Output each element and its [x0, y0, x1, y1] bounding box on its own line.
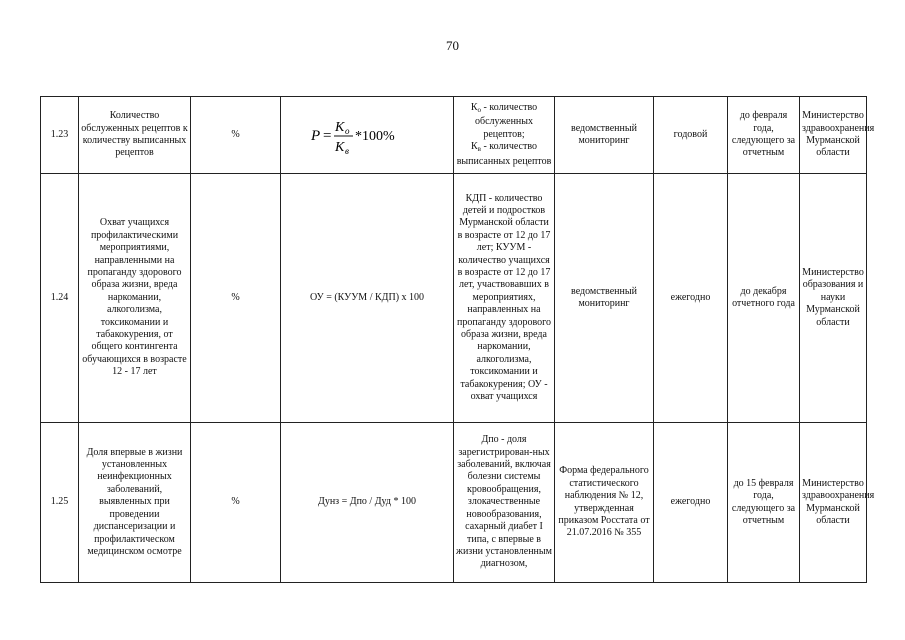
unit-cell: % [191, 174, 281, 423]
indicators-table [40, 96, 875, 583]
deadline: до 15 февраля года, следующего за отчетным [728, 423, 800, 583]
variables-description: КДП - количество детей и подростков Мурманской области в возрасте от 12 до 17 лет; КУУМ - количество учащихся в возрасте от 12 до 17 лет, участвовавших в мероприятиях, направленных на пропаганду здорового образа жизни, вреда наркомании, алкоголизма, токсикомании и табакокурения; ОУ - охват учащихся [454, 174, 555, 423]
unit-cell: % [191, 97, 281, 174]
page-number: 70 [446, 38, 459, 53]
table-row [41, 97, 867, 174]
formula-numerator: K [335, 120, 345, 135]
formula-image [307, 115, 427, 155]
data-source: ведомственный мониторинг [555, 97, 654, 174]
variables-description [454, 97, 555, 174]
data-source: Форма федерального статистического наблюдения № 12, утвержденная приказом Росстата от 21.07.2016 № 355 [555, 423, 654, 583]
responsible-body: Министерство здравоохранения Мурманской области [800, 423, 867, 583]
unit-cell: % [191, 423, 281, 583]
var-text: - количество выписанных рецептов [456, 141, 552, 167]
periodicity: ежегодно [654, 174, 728, 423]
row-number: 1.24 [41, 174, 79, 423]
indicator-name: Количество обслуженных рецептов к количеству выписанных рецептов [79, 97, 191, 174]
formula-denominator: K [335, 140, 345, 155]
deadline: до февраля года, следующего за отчетным [728, 97, 800, 174]
formula-cell [281, 97, 454, 174]
var-symbol: К [470, 101, 478, 113]
var-symbol: К [470, 141, 478, 153]
table-row [41, 174, 867, 423]
table-row [41, 423, 867, 583]
formula-cell: ОУ = (КУУМ / КДП) х 100 [281, 174, 454, 423]
formula-equals: = [323, 128, 332, 144]
deadline: до декабря отчетного года [728, 174, 800, 423]
var-subscript: о [477, 105, 482, 114]
data-source: ведомственный мониторинг [555, 174, 654, 423]
periodicity: ежегодно [654, 423, 728, 583]
indicator-name: Охват учащихся профилактическими мероприятиями, направленными на пропаганду здорового образа жизни, вреда наркомании, алкоголизма, токсикомании и табакокурения, от общего контингента обучающихся в возрасте 12 - 17 лет [79, 174, 191, 423]
var-subscript: в [477, 145, 481, 154]
var-text: - количество обслуженных рецептов; [474, 101, 538, 140]
indicator-name: Доля впервые в жизни установленных неинфекционных заболеваний, выявленных при проведении диспансеризации и профилактическом медицинском осмотре [79, 423, 191, 583]
formula-cell: Дунз = Дпо / Дуд * 100 [281, 423, 454, 583]
responsible-body: Министерство образования и науки Мурманской области [800, 174, 867, 423]
row-number: 1.25 [41, 423, 79, 583]
formula-numerator-sub: o [345, 126, 350, 136]
formula-suffix: *100% [355, 129, 395, 144]
periodicity: годовой [654, 97, 728, 174]
row-number: 1.23 [41, 97, 79, 174]
responsible-body: Министерство здравоохранения Мурманской области [800, 97, 867, 174]
variables-description: Дпо - доля зарегистрирован-ных заболеваний, включая болезни системы кровообращения, злокачественные новообразования, сахарный диабет I типа, с впервые в жизни установленным диагнозом, [454, 423, 555, 583]
formula-denominator-sub: в [345, 146, 349, 156]
formula-lhs: P [311, 128, 321, 144]
